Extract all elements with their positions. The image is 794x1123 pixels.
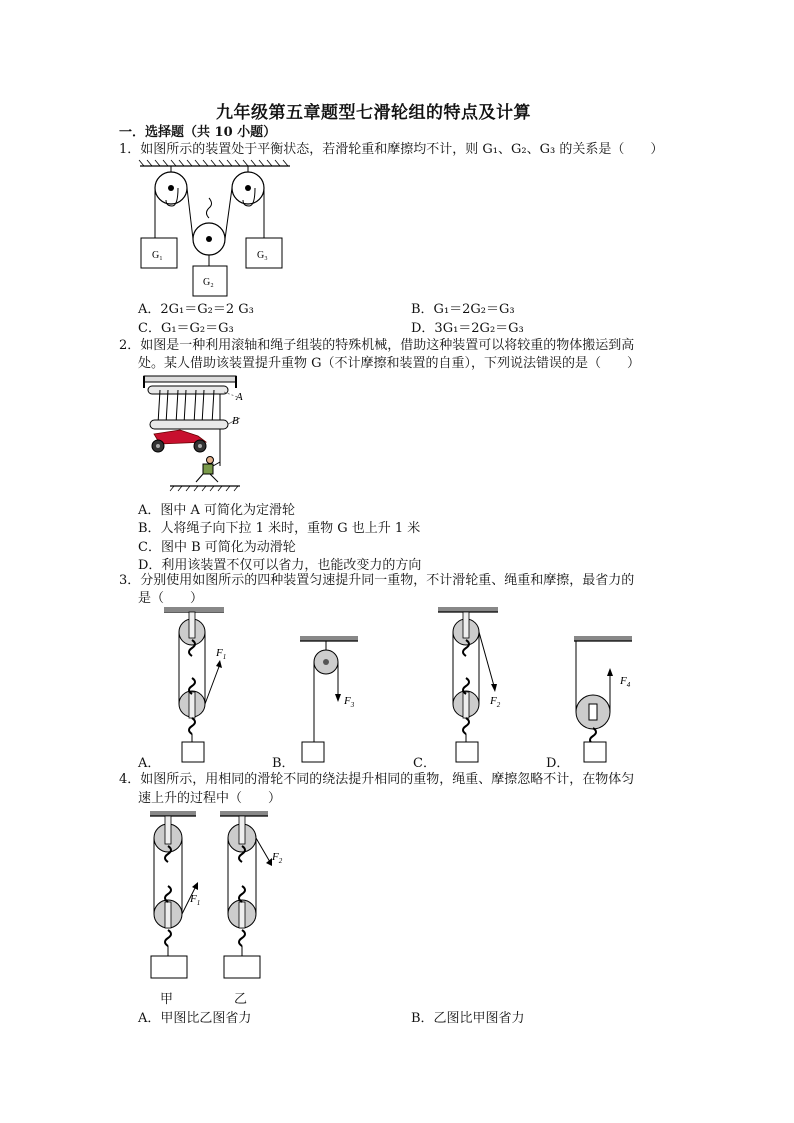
q2-figure [140, 372, 250, 496]
q1-g3-label: G₃ [257, 250, 268, 261]
q1-g2-label: G₂ [203, 277, 214, 288]
q3-figure-b [298, 632, 368, 766]
q1-option-b[interactable]: B．G₁＝2G₂＝G₃ [411, 302, 515, 317]
page-title: 九年级第五章题型七滑轮组的特点及计算 [216, 103, 531, 123]
q1-g1-label: G₁ [152, 250, 163, 261]
q3-option-b[interactable]: B． [272, 756, 295, 771]
q1-stem: 1．如图所示的装置处于平衡状态，若滑轮重和摩擦均不计，则 G₁、G₂、G₃ 的关系是（ ） [119, 142, 664, 157]
q4-stem-line2: 速上升的过程中（ ） [138, 791, 282, 806]
q4-figure-jia [146, 808, 220, 980]
q3-f3-label: $F_3$ [344, 695, 355, 709]
q3-f1-label: $F_1$ [216, 647, 227, 661]
q4-f2-label: $F_2$ [272, 851, 283, 865]
q1-figure [138, 158, 298, 298]
q4-caption-yi: 乙 [234, 992, 248, 1007]
q2-label-a: A [236, 391, 243, 403]
motorcycle-icon [152, 430, 206, 452]
q4-option-b[interactable]: B．乙图比甲图省力 [411, 1011, 525, 1026]
q2-option-b[interactable]: B．人将绳子向下拉 1 米时，重物 G 也上升 1 米 [138, 521, 421, 536]
q3-option-a[interactable]: A． [138, 756, 161, 771]
q2-option-c[interactable]: C．图中 B 可简化为动滑轮 [138, 540, 296, 555]
q1-option-d[interactable]: D．3G₁＝2G₂＝G₃ [411, 321, 524, 336]
section-heading: 一．选择题（共 10 小题） [119, 125, 277, 140]
q3-figure-a [160, 604, 240, 766]
q2-stem-line1: 2．如图是一种利用滚轴和绳子组装的特殊机械，借助这种装置可以将较重的物体搬运到高 [119, 338, 635, 353]
q4-option-a[interactable]: A．甲图比乙图省力 [138, 1011, 252, 1026]
q3-option-c[interactable]: C． [413, 756, 436, 771]
q4-stem-line1: 4．如图所示，用相同的滑轮不同的绕法提升相同的重物，绳重、摩擦忽略不计，在物体匀 [119, 772, 635, 787]
q1-option-a[interactable]: A．2G₁＝G₂＝2 G₃ [138, 302, 254, 317]
q4-figure-yi [218, 808, 298, 980]
q3-figure-d [570, 632, 650, 766]
q4-f1-label: $F_1$ [190, 893, 201, 907]
q2-label-b: B [232, 415, 239, 427]
q2-option-a[interactable]: A．图中 A 可简化为定滑轮 [138, 503, 296, 518]
q3-f2-label: $F_2$ [490, 695, 501, 709]
q3-option-d[interactable]: D． [546, 756, 570, 771]
q3-stem-line2: 是（ ） [138, 591, 204, 606]
q2-stem-line2: 处。某人借助该装置提升重物 G（不计摩擦和装置的自重），下列说法错误的是（ ） [138, 356, 641, 371]
q3-f4-label: $F_4$ [620, 675, 631, 689]
q3-figure-c [436, 604, 516, 766]
q4-caption-jia: 甲 [160, 992, 174, 1007]
q1-option-c[interactable]: C．G₁＝G₂＝G₃ [138, 321, 234, 336]
person-icon [196, 457, 220, 483]
q2-option-d[interactable]: D．利用该装置不仅可以省力，也能改变力的方向 [138, 558, 422, 573]
q3-stem-line1: 3．分别使用如图所示的四种装置匀速提升同一重物，不计滑轮重、绳重和摩擦，最省力的 [119, 573, 635, 588]
